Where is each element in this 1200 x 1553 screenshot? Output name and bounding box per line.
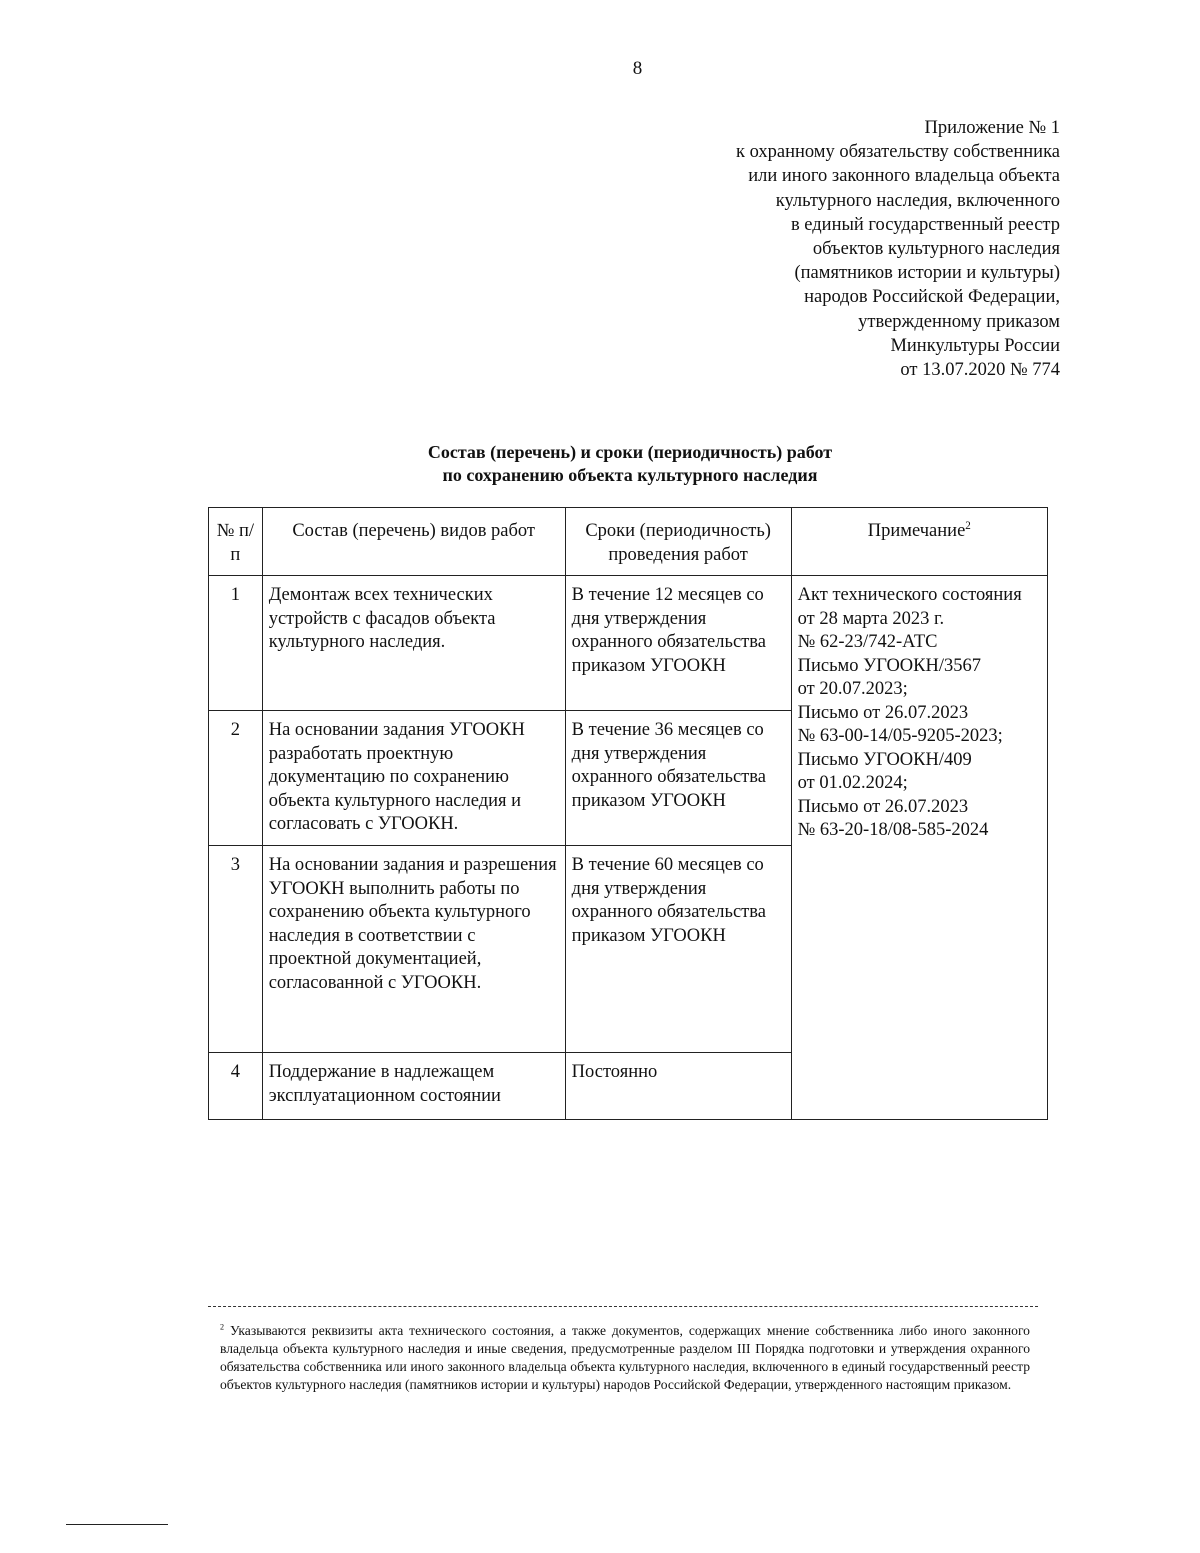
works-table: [208, 507, 1048, 1120]
annex-line: в единый государственный реестр: [790, 214, 1060, 235]
annex-line: Приложение № 1: [924, 118, 1060, 138]
header-note: [791, 508, 1047, 576]
annex-line: объектов культурного наследия: [812, 239, 1060, 260]
annex-line: культурного наследия, включенного: [775, 190, 1060, 211]
document-title: [0, 441, 1200, 487]
table-header-row: [209, 508, 1048, 576]
header-note-footnote-mark: 2: [965, 519, 971, 532]
note-line: № 62-23/742-АТС: [797, 632, 938, 652]
row-work: Поддержание в надлежащем эксплуатационном состоянии: [262, 1053, 565, 1120]
row-work: На основании задания УГООКН разработать проектную документацию по сохранению объекта культурного наследия и согласовать с УГООКН.: [262, 711, 565, 846]
annex-line: к охранному обязательству собственника: [735, 142, 1060, 163]
row-term: В течение 60 месяцев со дня утверждения охранного обязательства приказом УГООКН: [565, 846, 791, 1053]
footnote-mark: 2: [220, 1322, 225, 1332]
note-line: Письмо от 26.07.2023: [797, 796, 969, 817]
note-line: от 01.02.2024;: [797, 773, 908, 793]
title-line-2: по сохранению объекта культурного наследия: [442, 465, 818, 485]
annex-line: Минкультуры России: [890, 335, 1060, 356]
annex-line: или иного законного владельца объекта: [748, 166, 1060, 187]
header-note-label: Примечание: [867, 521, 966, 541]
row-work: На основании задания и разрешения УГООКН выполнить работы по сохранению объекта культурного наследия в соответствии с проектной документацией, согласованной с УГООКН.: [262, 846, 565, 1053]
row-work: Демонтаж всех технических устройств с фасадов объекта культурного наследия.: [262, 576, 565, 711]
row-num: 3: [209, 846, 263, 1053]
annex-line: утвержденному приказом: [858, 311, 1060, 332]
annex-line: народов Российской Федерации,: [804, 287, 1060, 308]
page-number: 8: [632, 58, 643, 79]
annex-header: [640, 116, 1060, 382]
header-work: Состав (перечень) видов работ: [262, 508, 565, 576]
annex-line: от 13.07.2020 № 774: [900, 360, 1060, 381]
note-line: Акт технического состояния: [797, 585, 1022, 605]
note-line: Письмо от 26.07.2023: [797, 702, 969, 723]
note-line: № 63-20-18/08-585-2024: [797, 820, 989, 840]
footnote: [220, 1322, 1030, 1394]
note-line: от 20.07.2023;: [797, 679, 908, 699]
bottom-margin-line: [66, 1524, 168, 1525]
row-term: В течение 36 месяцев со дня утверждения охранного обязательства приказом УГООКН: [565, 711, 791, 846]
note-line: № 63-00-14/05-9205-2023;: [797, 726, 1003, 746]
row-num: 1: [209, 576, 263, 711]
row-num: 4: [209, 1053, 263, 1120]
note-cell: [791, 576, 1047, 1120]
row-term: Постоянно: [565, 1053, 791, 1120]
title-line-1: Состав (перечень) и сроки (периодичность) работ: [427, 442, 833, 462]
table-row: [209, 576, 1048, 711]
annex-line: (памятников истории и культуры): [794, 263, 1060, 284]
footnote-text: Указываются реквизиты акта технического состояния, а также документов, содержащих мнение собственника либо иного законного владельца объекта культурного наследия и иные сведения, предусмотренные разделом III Порядка подготовки и утверждения охранного обязательства собственника или иного законного владельца объекта культурного наследия, включенного в единый государственный реестр объектов культурного наследия (памятников истории и культуры) народов Российской Федерации, утвержденного настоящим приказом.: [220, 1323, 1030, 1392]
note-line: Письмо УГООКН/3567: [797, 655, 982, 676]
footnote-separator: [208, 1306, 1038, 1307]
note-line: от 28 марта 2023 г.: [797, 608, 945, 629]
header-term: Сроки (периодичность) проведения работ: [565, 508, 791, 576]
row-num: 2: [209, 711, 263, 846]
note-line: Письмо УГООКН/409: [797, 749, 972, 770]
row-term: В течение 12 месяцев со дня утверждения охранного обязательства приказом УГООКН: [565, 576, 791, 711]
header-num: № п/п: [209, 508, 263, 576]
